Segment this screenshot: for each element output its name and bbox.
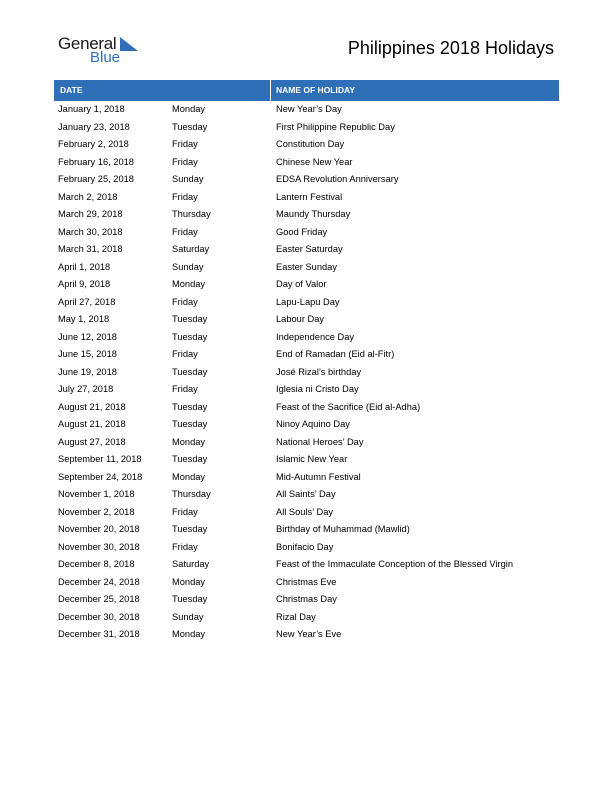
holiday-name: End of Ramadan (Eid al-Fitr) — [276, 349, 395, 359]
holiday-weekday: Monday — [172, 629, 206, 639]
table-row — [54, 574, 559, 592]
holiday-name: Good Friday — [276, 226, 328, 237]
table-row — [54, 259, 559, 277]
holiday-weekday: Saturday — [172, 559, 210, 569]
table-row — [54, 556, 559, 574]
holiday-weekday: Tuesday — [172, 419, 208, 429]
table-row — [54, 346, 559, 364]
holiday-name: Mid-Autumn Festival — [276, 471, 361, 482]
holiday-weekday: Friday — [172, 296, 198, 307]
holiday-weekday: Tuesday — [172, 401, 208, 412]
holiday-date: December 30, 2018 — [58, 611, 140, 622]
holiday-date: November 20, 2018 — [58, 524, 140, 534]
holiday-date: June 12, 2018 — [58, 331, 117, 342]
table-row — [54, 154, 559, 172]
holiday-weekday: Tuesday — [172, 366, 208, 377]
holiday-name: José Rizal’s birthday — [276, 366, 362, 377]
header-holiday-name: NAME OF HOLIDAY — [276, 85, 356, 95]
holiday-date: January 23, 2018 — [58, 121, 130, 132]
logo-word-general: General — [58, 34, 117, 53]
table-row — [54, 329, 559, 347]
table-row — [54, 241, 559, 259]
table-row — [54, 591, 559, 609]
table-row — [54, 609, 559, 627]
holiday-name: Feast of the Sacrifice (Eid al-Adha) — [276, 401, 421, 412]
table-row — [54, 626, 559, 644]
holiday-name: Day of Valor — [276, 279, 327, 289]
holiday-weekday: Friday — [172, 139, 198, 149]
holiday-date: January 1, 2018 — [58, 104, 125, 114]
holiday-name: First Philippine Republic Day — [276, 121, 395, 132]
holiday-weekday: Tuesday — [172, 331, 208, 342]
holiday-weekday: Monday — [172, 436, 206, 447]
table-row — [54, 434, 559, 452]
holiday-name: Lantern Festival — [276, 191, 343, 202]
holiday-weekday: Tuesday — [172, 454, 208, 464]
holiday-date: February 25, 2018 — [58, 174, 134, 184]
table-row — [54, 486, 559, 504]
table-row — [54, 311, 559, 329]
holiday-date: November 30, 2018 — [58, 541, 140, 552]
table-row — [54, 224, 559, 242]
page-title: Philippines 2018 Holidays — [347, 38, 554, 58]
generalblue-logo — [58, 34, 148, 68]
holiday-date: August 21, 2018 — [58, 419, 126, 429]
holiday-weekday: Monday — [172, 471, 206, 482]
holiday-name: Lapu-Lapu Day — [276, 296, 340, 307]
table-row — [54, 101, 559, 119]
holiday-weekday: Sunday — [172, 261, 204, 272]
table-header — [54, 80, 559, 101]
table-row — [54, 136, 559, 154]
table-row — [54, 381, 559, 399]
header-date: DATE — [60, 85, 83, 95]
table-row — [54, 364, 559, 382]
holiday-date: September 11, 2018 — [58, 454, 142, 464]
holiday-weekday: Tuesday — [172, 524, 208, 534]
holiday-date: February 16, 2018 — [58, 156, 134, 167]
header-divider — [270, 80, 271, 101]
holiday-date: November 1, 2018 — [58, 489, 135, 499]
table-body — [54, 101, 559, 644]
holiday-name: Iglesia ni Cristo Day — [276, 384, 359, 394]
holiday-weekday: Friday — [172, 384, 198, 394]
holiday-weekday: Friday — [172, 349, 198, 359]
table-row — [54, 276, 559, 294]
holiday-name: Labour Day — [276, 314, 325, 324]
holiday-name: Constitution Day — [276, 139, 345, 149]
holiday-date: August 21, 2018 — [58, 401, 126, 412]
holiday-name: EDSA Revolution Anniversary — [276, 174, 399, 184]
holiday-date: July 27, 2018 — [58, 384, 114, 394]
holiday-weekday: Saturday — [172, 244, 210, 254]
holiday-date: December 24, 2018 — [58, 576, 140, 587]
holiday-date: May 1, 2018 — [58, 314, 110, 324]
holiday-date: March 30, 2018 — [58, 226, 123, 237]
holiday-name: Chinese New Year — [276, 156, 353, 167]
holiday-name: Easter Sunday — [276, 261, 337, 272]
holiday-name: Rizal Day — [276, 611, 316, 622]
holiday-weekday: Monday — [172, 104, 206, 114]
holiday-date: December 8, 2018 — [58, 559, 135, 569]
table-row — [54, 539, 559, 557]
holiday-date: June 19, 2018 — [58, 366, 117, 377]
table-row — [54, 119, 559, 137]
holiday-date: November 2, 2018 — [58, 506, 135, 517]
table-row — [54, 469, 559, 487]
holiday-weekday: Friday — [172, 506, 198, 517]
table-row — [54, 504, 559, 522]
holiday-name: Maundy Thursday — [276, 209, 351, 219]
table-row — [54, 294, 559, 312]
holiday-name: Ninoy Aquino Day — [276, 419, 350, 429]
holiday-date: April 27, 2018 — [58, 296, 116, 307]
table-row — [54, 399, 559, 417]
holiday-weekday: Sunday — [172, 611, 204, 622]
holiday-date: April 9, 2018 — [58, 279, 111, 289]
holiday-date: December 31, 2018 — [58, 629, 140, 639]
table-row — [54, 451, 559, 469]
holiday-date: April 1, 2018 — [58, 261, 111, 272]
table-row — [54, 416, 559, 434]
holiday-weekday: Monday — [172, 279, 206, 289]
holiday-name: National Heroes’ Day — [276, 436, 364, 447]
holiday-weekday: Friday — [172, 156, 198, 167]
holiday-date: March 2, 2018 — [58, 191, 118, 202]
holiday-weekday: Thursday — [172, 209, 211, 219]
holiday-date: June 15, 2018 — [58, 349, 117, 359]
holiday-weekday: Tuesday — [172, 594, 208, 604]
holiday-name: All Souls’ Day — [276, 506, 334, 517]
holiday-name: Feast of the Immaculate Conception of the Blessed Virgin — [276, 559, 514, 569]
holiday-weekday: Sunday — [172, 174, 204, 184]
holiday-name: All Saints’ Day — [276, 489, 336, 499]
holiday-name: Birthday of Muhammad (Mawlid) — [276, 524, 410, 534]
holiday-date: August 27, 2018 — [58, 436, 126, 447]
holiday-weekday: Friday — [172, 541, 198, 552]
holiday-weekday: Tuesday — [172, 314, 208, 324]
holiday-weekday: Tuesday — [172, 121, 208, 132]
holiday-date: March 31, 2018 — [58, 244, 123, 254]
holiday-name: Independence Day — [276, 331, 355, 342]
holiday-name: New Year’s Day — [276, 104, 342, 114]
holiday-weekday: Thursday — [172, 489, 211, 499]
holiday-weekday: Friday — [172, 191, 198, 202]
table-row — [54, 189, 559, 207]
holiday-weekday: Friday — [172, 226, 198, 237]
holiday-date: March 29, 2018 — [58, 209, 123, 219]
logo-flag-icon — [120, 37, 138, 51]
holiday-date: September 24, 2018 — [58, 471, 143, 482]
holiday-name: Bonifacio Day — [276, 541, 334, 552]
holiday-name: New Year’s Eve — [276, 629, 342, 639]
logo-word-blue: Blue — [90, 49, 121, 66]
table-row — [54, 206, 559, 224]
table-row — [54, 521, 559, 539]
holiday-weekday: Monday — [172, 576, 206, 587]
holiday-name: Christmas Day — [276, 594, 337, 604]
table-row — [54, 171, 559, 189]
holiday-name: Islamic New Year — [276, 454, 348, 464]
holiday-date: February 2, 2018 — [58, 139, 129, 149]
holidays-table — [54, 80, 559, 644]
holiday-date: December 25, 2018 — [58, 594, 140, 604]
holiday-name: Easter Saturday — [276, 244, 343, 254]
holiday-name: Christmas Eve — [276, 576, 337, 587]
